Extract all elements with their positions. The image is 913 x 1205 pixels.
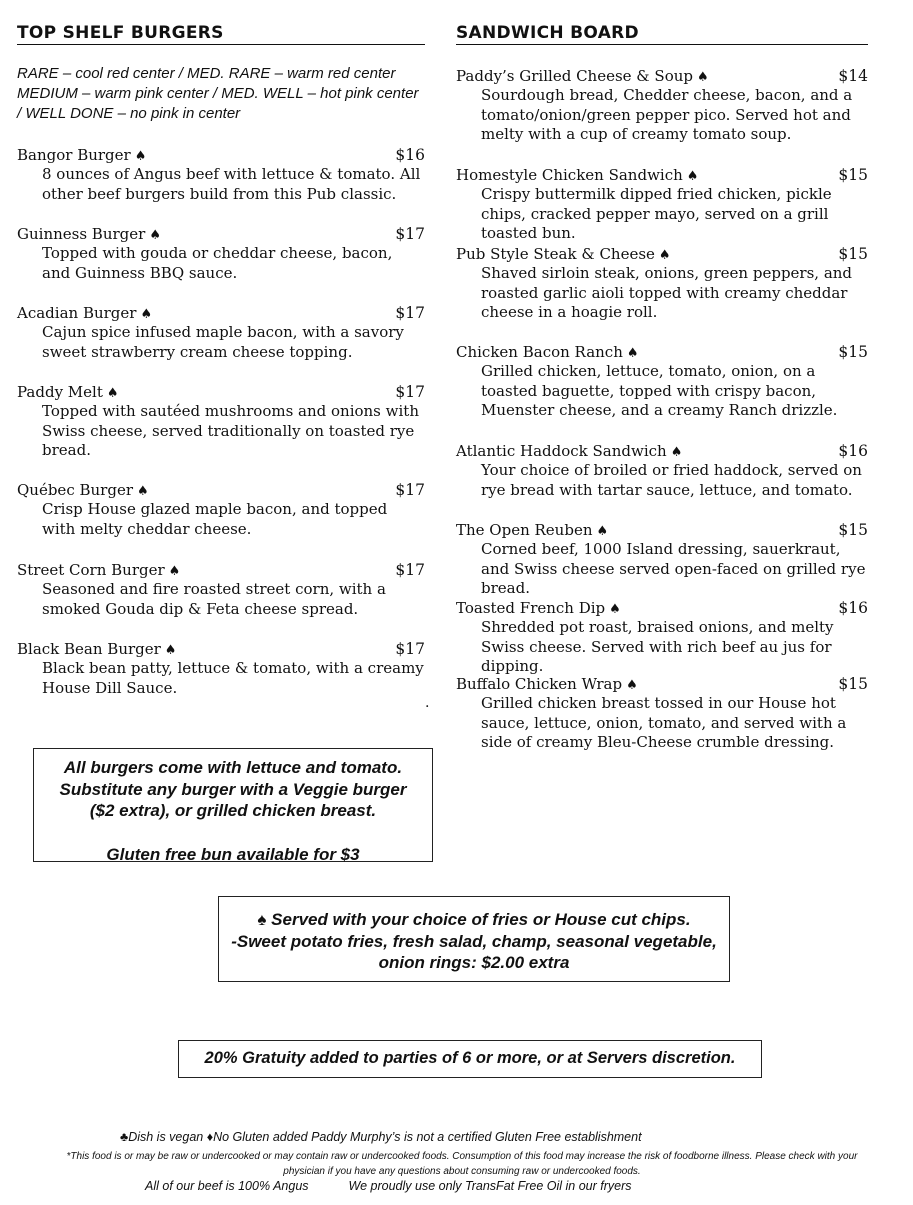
sides-note-line: onion rings: $2.00 extra	[378, 953, 570, 972]
menu-item	[17, 382, 425, 461]
item-description: Topped with sautéed mushrooms and onions with Swiss cheese, served traditionally on toasted rye bread.	[42, 402, 419, 460]
item-description: Grilled chicken, lettuce, tomato, onion, on a toasted baguette, topped with crispy bacon, Muenster cheese, and a creamy Ranch drizzle.	[481, 362, 838, 420]
gratuity-box	[178, 1040, 762, 1078]
menu-item	[17, 145, 425, 204]
spade-icon: ♠	[149, 228, 161, 243]
doneness-guide: RARE – cool red center / MED. RARE – warm red center MEDIUM – warm pink center / MED. WELL – hot pink center / WELL DONE – no pink in center	[17, 65, 419, 122]
gratuity-text: 20% Gratuity added to parties of 6 or more, or at Servers discretion.	[204, 1049, 736, 1067]
item-description: Shaved sirloin steak, onions, green peppers, and roasted garlic aioli topped with creamy cheddar cheese in a hoagie roll.	[481, 264, 853, 322]
spade-icon: ♠	[596, 524, 609, 539]
sides-note-line: ♠ Served with your choice of fries or House cut chips.	[257, 910, 691, 929]
item-description: Crispy buttermilk dipped fried chicken, pickle chips, cracked pepper mayo, served on a grill toasted bun.	[481, 185, 832, 243]
item-description: Grilled chicken breast tossed in our House hot sauce, lettuce, onion, tomato, and served with a side of creamy Bleu-Cheese crumble dressing.	[481, 694, 847, 752]
item-price: $17	[395, 304, 425, 322]
item-price: $14	[838, 67, 868, 85]
menu-item	[17, 639, 425, 698]
menu-item	[456, 598, 868, 677]
spade-icon: ♠	[670, 445, 683, 460]
menu-item	[456, 342, 868, 421]
spade-icon: ♠	[137, 484, 149, 499]
spade-icon: ♠	[134, 149, 147, 164]
item-description: Black bean patty, lettuce & tomato, with a creamy House Dill Sauce.	[42, 659, 424, 697]
item-name: Homestyle Chicken Sandwich ♠	[456, 166, 699, 184]
item-name: Buffalo Chicken Wrap ♠	[456, 675, 638, 693]
menu-item	[17, 224, 425, 283]
item-name: Acadian Burger ♠	[17, 304, 153, 322]
item-price: $15	[838, 245, 868, 263]
footer-oil: We proudly use only TransFat Free Oil in our fryers	[348, 1179, 632, 1193]
menu-item	[456, 441, 868, 500]
item-price: $17	[395, 640, 425, 658]
sandwiches-header	[456, 22, 868, 45]
spade-icon: ♠	[686, 169, 699, 184]
item-price: $16	[838, 599, 868, 617]
footer-beef: All of our beef is 100% Angus	[145, 1179, 309, 1193]
item-price: $17	[395, 225, 425, 243]
burger-note-line: All burgers come with lettuce and tomato.	[63, 758, 403, 777]
menu-item	[17, 560, 425, 619]
menu-item	[456, 520, 868, 599]
item-description: Seasoned and fire roasted street corn, with a smoked Gouda dip & Feta cheese spread.	[42, 580, 386, 618]
item-name: Pub Style Steak & Cheese ♠	[456, 245, 671, 263]
spade-icon: ♠	[609, 602, 621, 617]
item-description: Sourdough bread, Chedder cheese, bacon, and a tomato/onion/green pepper pico. Served hot and melty with a cup of creamy tomato soup.	[481, 86, 853, 144]
menu-item	[456, 165, 868, 244]
stray-dot: .	[425, 695, 430, 711]
menu-item	[456, 674, 868, 753]
item-description: Cajun spice infused maple bacon, with a savory sweet strawberry cream cheese topping.	[42, 323, 404, 361]
item-price: $15	[838, 166, 868, 184]
sides-note-line: -Sweet potato fries, fresh salad, champ, seasonal vegetable,	[231, 931, 717, 951]
item-description: Topped with gouda or cheddar cheese, bacon, and Guinness BBQ sauce.	[42, 244, 393, 282]
footer-legend: ♣Dish is vegan ♦No Gluten added Paddy Murphy’s is not a certified Gluten Free establishment	[120, 1130, 642, 1144]
menu-item	[456, 244, 868, 323]
item-price: $15	[838, 343, 868, 361]
menu-item	[456, 66, 868, 145]
spade-icon: ♠	[626, 346, 639, 361]
spade-icon: ♠	[164, 643, 177, 658]
sandwiches-title: SANDWICH BOARD	[456, 23, 639, 43]
item-price: $16	[395, 146, 425, 164]
item-price: $17	[395, 561, 425, 579]
item-description: Crisp House glazed maple bacon, and topped with melty cheddar cheese.	[42, 500, 388, 538]
spade-icon: ♠	[658, 248, 671, 263]
item-name: Toasted French Dip ♠	[456, 599, 621, 617]
footer-warning: *This food is or may be raw or undercooked or may contain raw or undercooked foods. Consumption of this food may increase the risk of foodborne illness. Please check with your physician if you have any questions about consuming raw or undercooked foods.	[66, 1151, 858, 1177]
sides-note-box	[218, 896, 730, 982]
item-name: Bangor Burger ♠	[17, 146, 147, 164]
spade-icon: ♠	[140, 307, 153, 322]
item-price: $16	[838, 442, 868, 460]
item-description: Your choice of broiled or fried haddock, served on rye bread with tartar sauce, lettuce, and tomato.	[481, 461, 862, 499]
item-name: Guinness Burger ♠	[17, 225, 161, 243]
item-description: Corned beef, 1000 Island dressing, sauerkraut, and Swiss cheese served open-faced on grilled rye bread.	[481, 540, 866, 598]
spade-icon: ♠	[697, 70, 709, 85]
item-price: $17	[395, 383, 425, 401]
menu-item	[17, 480, 425, 539]
burgers-header	[17, 22, 425, 45]
item-description: Shredded pot roast, braised onions, and melty Swiss cheese. Served with rich beef au jus for dipping.	[481, 618, 834, 676]
burger-note-line: ($2 extra), or grilled chicken breast.	[89, 801, 377, 820]
item-description: 8 ounces of Angus beef with lettuce & tomato. All other beef burgers build from this Pub classic.	[42, 165, 421, 203]
item-name: Atlantic Haddock Sandwich ♠	[456, 442, 683, 460]
burger-note-box	[33, 748, 433, 862]
burgers-title: TOP SHELF BURGERS	[17, 23, 224, 43]
item-price: $15	[838, 675, 868, 693]
footer-info	[145, 1179, 913, 1193]
item-name: Chicken Bacon Ranch ♠	[456, 343, 639, 361]
burger-note-line: Substitute any burger with a Veggie burger	[59, 779, 407, 799]
item-price: $17	[395, 481, 425, 499]
item-name: Street Corn Burger ♠	[17, 561, 181, 579]
spade-icon: ♠	[168, 564, 181, 579]
gluten-free-note: Gluten free bun available for $3	[106, 844, 360, 864]
spade-icon: ♠	[106, 386, 119, 401]
item-name: Paddy Melt ♠	[17, 383, 119, 401]
item-name: Paddy’s Grilled Cheese & Soup ♠	[456, 67, 709, 85]
menu-item	[17, 303, 425, 362]
item-name: Québec Burger ♠	[17, 481, 149, 499]
item-name: Black Bean Burger ♠	[17, 640, 177, 658]
item-price: $15	[838, 521, 868, 539]
item-name: The Open Reuben ♠	[456, 521, 609, 539]
spade-icon: ♠	[626, 678, 638, 693]
